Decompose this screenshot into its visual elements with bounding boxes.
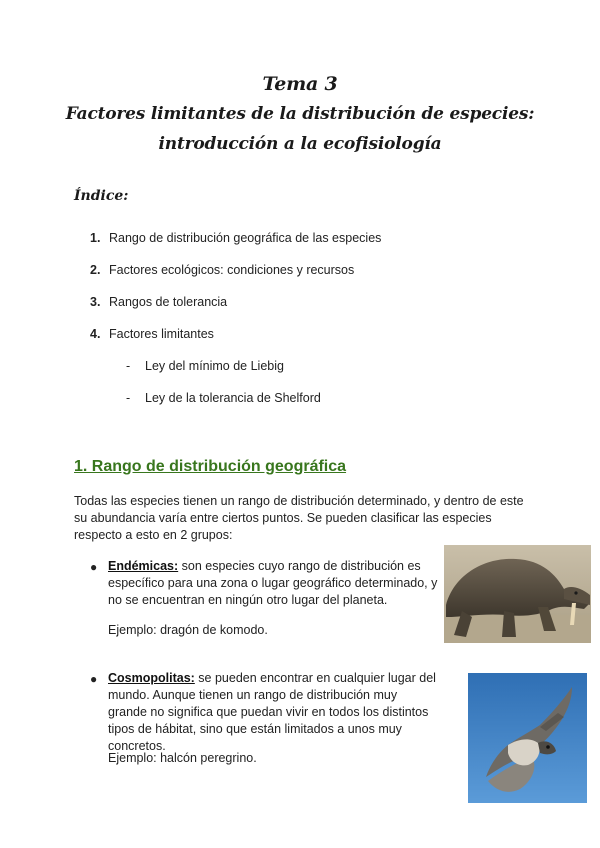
- toc-label: Factores ecológicos: condiciones y recursos: [109, 263, 355, 277]
- bullet-endemicas: [108, 558, 438, 609]
- toc-label: Factores limitantes: [109, 327, 214, 341]
- toc-item: [90, 295, 227, 309]
- toc-label: Rango de distribución geográfica de las especies: [109, 231, 382, 245]
- komodo-dragon-image: [444, 545, 591, 643]
- example-text: Ejemplo: dragón de komodo.: [108, 623, 268, 637]
- dash-bullet: -: [126, 391, 131, 405]
- term-cosmopolitas: Cosmopolitas:: [108, 671, 195, 685]
- intro-paragraph: Todas las especies tienen un rango de distribución determinado, y dentro de este su abundancia varía entre ciertos puntos. Se pueden clasificar las especies respecto a esto en 2 grupos:: [74, 494, 524, 542]
- toc-number: 4.: [90, 327, 101, 341]
- bullet-icon: ●: [90, 672, 98, 686]
- peregrine-falcon-image: [468, 673, 587, 803]
- toc-number: 2.: [90, 263, 101, 277]
- example-text: Ejemplo: halcón peregrino.: [108, 751, 257, 765]
- bullet-description: son especies cuyo rango de distribución es específico para una zona o lugar geográfico determinado, y no se encuentran en ningún otro lugar del planeta.: [108, 559, 438, 607]
- toc-subitem: [126, 359, 284, 373]
- komodo-dragon-photo-icon: [444, 545, 591, 643]
- title-line-1: Tema 3: [262, 73, 338, 95]
- bullet-icon: ●: [90, 560, 98, 574]
- toc-sublabel: Ley de la tolerancia de Shelford: [145, 391, 321, 405]
- toc-item: [90, 231, 381, 245]
- toc-subitem: [126, 391, 321, 405]
- toc-item: [90, 263, 354, 277]
- term-endemicas: Endémicas:: [108, 559, 179, 573]
- toc-number: 3.: [90, 295, 101, 309]
- peregrine-falcon-photo-icon: [468, 673, 587, 803]
- bullet-cosmopolitas: [108, 670, 438, 755]
- bullet-description: se pueden encontrar en cualquier lugar del mundo. Aunque tienen un rango de distribución muy grande no significa que puedan vivir en todos los distintos tipos de hábitat, sino que están limitados a unos muy concretos.: [108, 671, 436, 753]
- index-heading: Índice:: [74, 188, 129, 204]
- toc-item: [90, 327, 214, 341]
- section-heading: 1. Rango de distribución geográfica: [74, 458, 347, 475]
- dash-bullet: -: [126, 359, 131, 373]
- title-line-2: Factores limitantes de la distribución de especies:: [65, 104, 535, 124]
- toc-sublabel: Ley del mínimo de Liebig: [145, 359, 284, 373]
- toc-number: 1.: [90, 231, 101, 245]
- title-line-3: introducción a la ecofisiología: [158, 134, 442, 154]
- toc-label: Rangos de tolerancia: [109, 295, 228, 309]
